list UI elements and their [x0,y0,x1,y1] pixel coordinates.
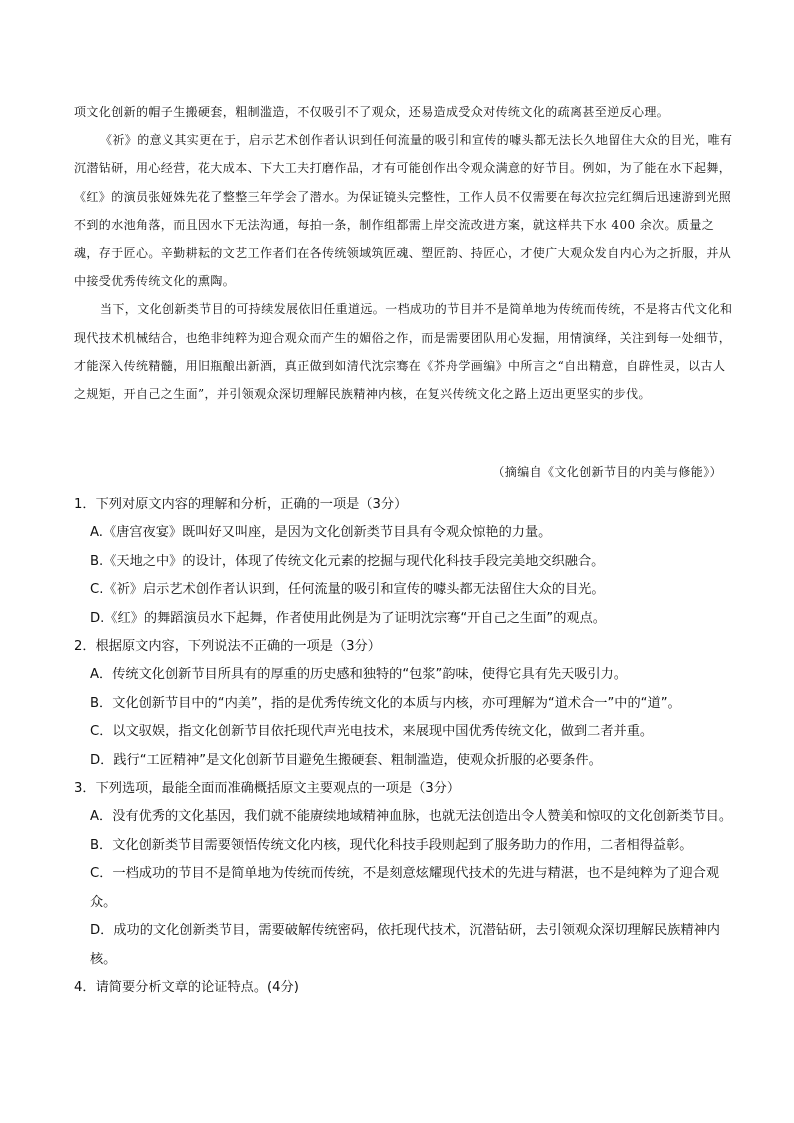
question-4 [74,974,734,1002]
option-a: A．没有优秀的文化基因，我们就不能赓续地域精神血脉，也就无法创造出令人赞美和惊叹的文化创新类节目。 [90,809,733,825]
passage-source: （摘编自《文化创新节目的内美与修能》） [492,465,722,479]
question-list [74,491,734,1002]
option-d: D．践行“工匠精神”是文化创新节目避免生搬硬套、粗制滥造，使观众折服的必要条件。 [90,752,602,768]
question-stem: 2．根据原文内容，下列说法不正确的一项是（3分） [74,639,381,655]
option-b: B.《天地之中》的设计，体现了传统文化元素的挖掘与现代化科技手段完美地交织融合。 [90,553,605,569]
option-c: C．以文驭娱，指文化创新节目依托现代声光电技术，来展现中国优秀传统文化，做到二者并重。 [90,724,654,740]
question-stem: 4．请简要分析文章的论证特点。(4分) [74,979,299,995]
option-d: D.《红》的舞蹈演员水下起舞，作者使用此例是为了证明沈宗骞“开自己之生面”的观点。 [90,610,606,626]
question-3 [74,775,734,974]
option-a: A．传统文化创新节目所具有的厚重的历史感和独特的“包浆”韵味，使得它具有先天吸引力。 [90,667,627,683]
passage-paragraph: 项文化创新的帽子生搬硬套，粗制滥造，不仅吸引不了观众，还易造成受众对传统文化的疏离甚至逆反心理。 [74,105,670,119]
question-2 [74,633,734,775]
question-stem: 1．下列对原文内容的理解和分析，正确的一项是（3分） [74,497,408,512]
question-1 [74,491,734,633]
option-b: B．文化创新类节目需要领悟传统文化内核，现代化科技手段则起到了服务助力的作用，二者相得益彰。 [90,837,693,853]
question-stem: 3．下列选项，最能全面而准确概括原文主要观点的一项是（3分） [74,781,461,797]
passage-paragraph: 当下，文化创新类节目的可持续发展依旧任重道远。一档成功的节目并不是简单地为传统而传统，不是将古代文化和现代技术机械结合，也绝非纯粹为迎合观众而产生的媚俗之作，而是需要团队用心发掘，用情演绎，关注到每一处细节，才能深入传统精髓，用旧瓶酿出新酒，真正做到如清代沈宗骞在《芥舟学画编》中所言之“自出精意，自辟性灵，以古人之规矩，开自己之生面”，并引领观众深切理解民族精神内核，在复兴传统文化之路上迈出更坚实的步伐。 [74,302,733,402]
reading-passage [74,98,734,408]
option-c: C.《祈》启示艺术创作者认识到，任何流量的吸引和宣传的噱头都无法留住大众的目光。 [90,582,605,598]
option-c: C．一档成功的节目不是简单地为传统而传统，不是刻意炫耀现代技术的先进与精湛，也不是纯粹为了迎合观众。 [90,866,720,910]
option-a: A.《唐宫夜宴》既叫好又叫座，是因为文化创新类节目具有令观众惊艳的力量。 [90,525,552,541]
option-d: D．成功的文化创新类节目，需要破解传统密码，依托现代技术，沉潜钻研，去引领观众深切理解民族精神内核。 [90,923,720,967]
passage-paragraph: 《祈》的意义其实更在于，启示艺术创作者认识到任何流量的吸引和宣传的噱头都无法长久地留住大众的目光，唯有沉潜钻研，用心经营，花大成本、下大工夫打磨作品，才有可能创作出令观众满意的好节目。例如，为了能在水下起舞，《红》的演员张娅姝先花了整整三年学会了潜水。为保证镜头完整性，工作人员不仅需要在每次拉完红绸后迅速游到光照不到的水池角落，而且因水下无法沟通，每拍一条，制作组都需上岸交流改进方案，就这样共下水 400 余次。质量之魂，存于匠心。辛勤耕耘的文艺工作者们在各传统领域筑匠魂、塑匠韵、持匠心，才使广大观众发自内心为之折服，并从中接受优秀传统文化的熏陶。 [74,133,733,289]
option-b: B．文化创新节目中的“内美”，指的是优秀传统文化的本质与内核，亦可理解为“道术合一”中的“道”。 [90,695,681,711]
